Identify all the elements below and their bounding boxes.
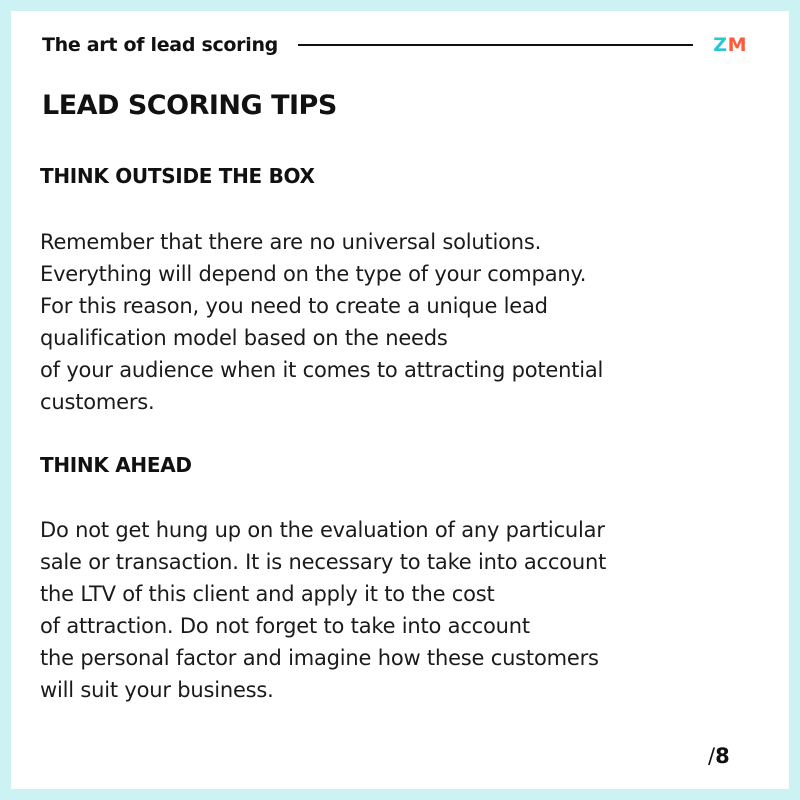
body-line: Everything will depend on the type of your company. (40, 262, 587, 286)
body-line: qualification model based on the needs (40, 326, 448, 350)
body-line: sale or transaction. It is necessary to take into account (40, 550, 607, 574)
logo-letter-m: M (727, 34, 747, 56)
body-line: the personal factor and imagine how these customers (40, 646, 599, 670)
body-line: customers. (40, 390, 155, 414)
section-body-think-ahead (40, 514, 760, 706)
page-number-value: 8 (715, 744, 730, 768)
body-line: For this reason, you need to create a unique lead (40, 294, 548, 318)
page-heading: LEAD SCORING TIPS (42, 90, 337, 121)
section-title-think-ahead: THINK AHEAD (40, 453, 192, 477)
body-line: Remember that there are no universal solutions. (40, 230, 542, 254)
body-line: of attraction. Do not forget to take into account (40, 614, 530, 638)
section-body-think-outside-the-box (40, 226, 760, 418)
body-line: the LTV of this client and apply it to the cost (40, 582, 495, 606)
section-title-think-outside-the-box: THINK OUTSIDE THE BOX (40, 164, 315, 188)
body-line: will suit your business. (40, 678, 274, 702)
body-line: Do not get hung up on the evaluation of any particular (40, 518, 605, 542)
page-number (708, 744, 730, 768)
header-divider (298, 44, 693, 46)
logo-letter-z: Z (713, 34, 728, 56)
page-number-slash: / (708, 744, 716, 768)
zm-logo (713, 34, 747, 56)
body-line: of your audience when it comes to attracting potential (40, 358, 604, 382)
header (42, 32, 747, 58)
header-title: The art of lead scoring (42, 34, 278, 56)
